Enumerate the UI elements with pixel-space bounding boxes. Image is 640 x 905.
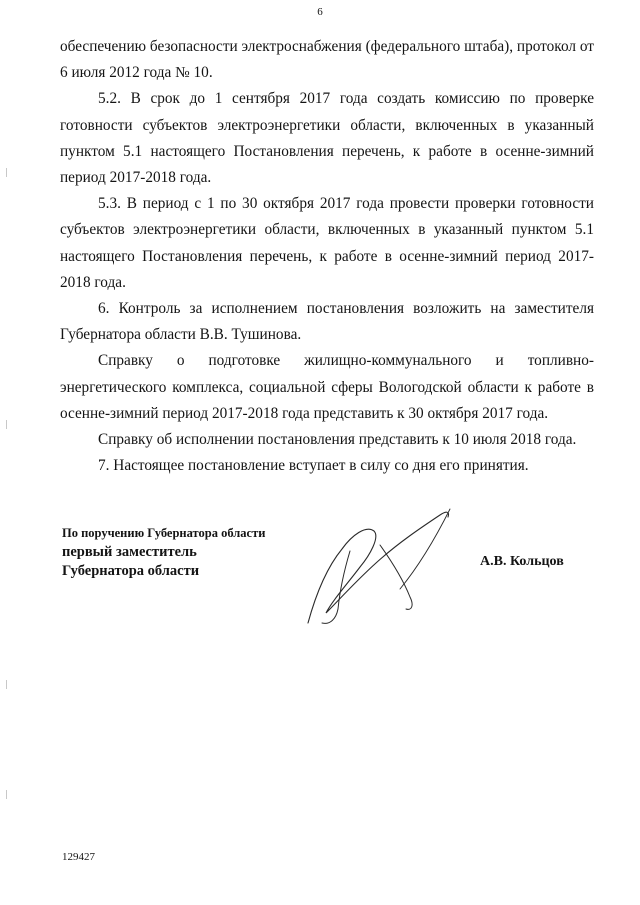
margin-mark <box>6 680 7 689</box>
signature-authority-line: По поручению Губернатора области <box>62 526 266 540</box>
handwritten-signature <box>290 505 470 630</box>
paragraph-report-readiness: Справку о подготовке жилищно-коммунального и топливно-энергетического комплекса, социальной сферы Вологодской области к работе в осенне-зимний период 2017-2018 года представить к 30 октября 2017 года. <box>60 352 594 422</box>
signature-title-line: первый заместитель <box>62 544 197 560</box>
paragraph-6: 6. Контроль за исполнением постановления возложить на заместителя Губернатора области В.В. Тушинова. <box>60 300 594 344</box>
signature-title-line-2: Губернатора области <box>62 563 200 579</box>
paragraph-report-execution: Справку об исполнении постановления представить к 10 июля 2018 года. <box>98 431 577 449</box>
margin-mark <box>6 168 7 177</box>
document-code: 129427 <box>62 851 95 863</box>
paragraph-protocol: обеспечению безопасности электроснабжения (федерального штаба), протокол от 6 июля 2012 года № 10. <box>60 38 594 82</box>
document-body <box>60 34 594 479</box>
margin-mark <box>6 790 7 799</box>
paragraph-7: 7. Настоящее постановление вступает в силу со дня его принятия. <box>98 457 529 475</box>
margin-mark <box>6 420 7 429</box>
paragraph-5-2: 5.2. В срок до 1 сентября 2017 года создать комиссию по проверке готовности субъектов электроэнергетики области, включенных в указанный пунктом 5.1 настоящего Постановления перечень, к работе в осенне-зимний период 2017-2018 года. <box>60 90 594 187</box>
page-number: 6 <box>317 6 323 18</box>
signer-name: А.В. Кольцов <box>480 554 564 569</box>
paragraph-5-3: 5.3. В период с 1 по 30 октября 2017 года провести проверки готовности субъектов электроэнергетики области, включенных в указанный пунктом 5.1 настоящего Постановления перечень, к работе в осенне-зимний период 2017-2018 года. <box>60 195 594 291</box>
signature-block <box>62 524 265 581</box>
